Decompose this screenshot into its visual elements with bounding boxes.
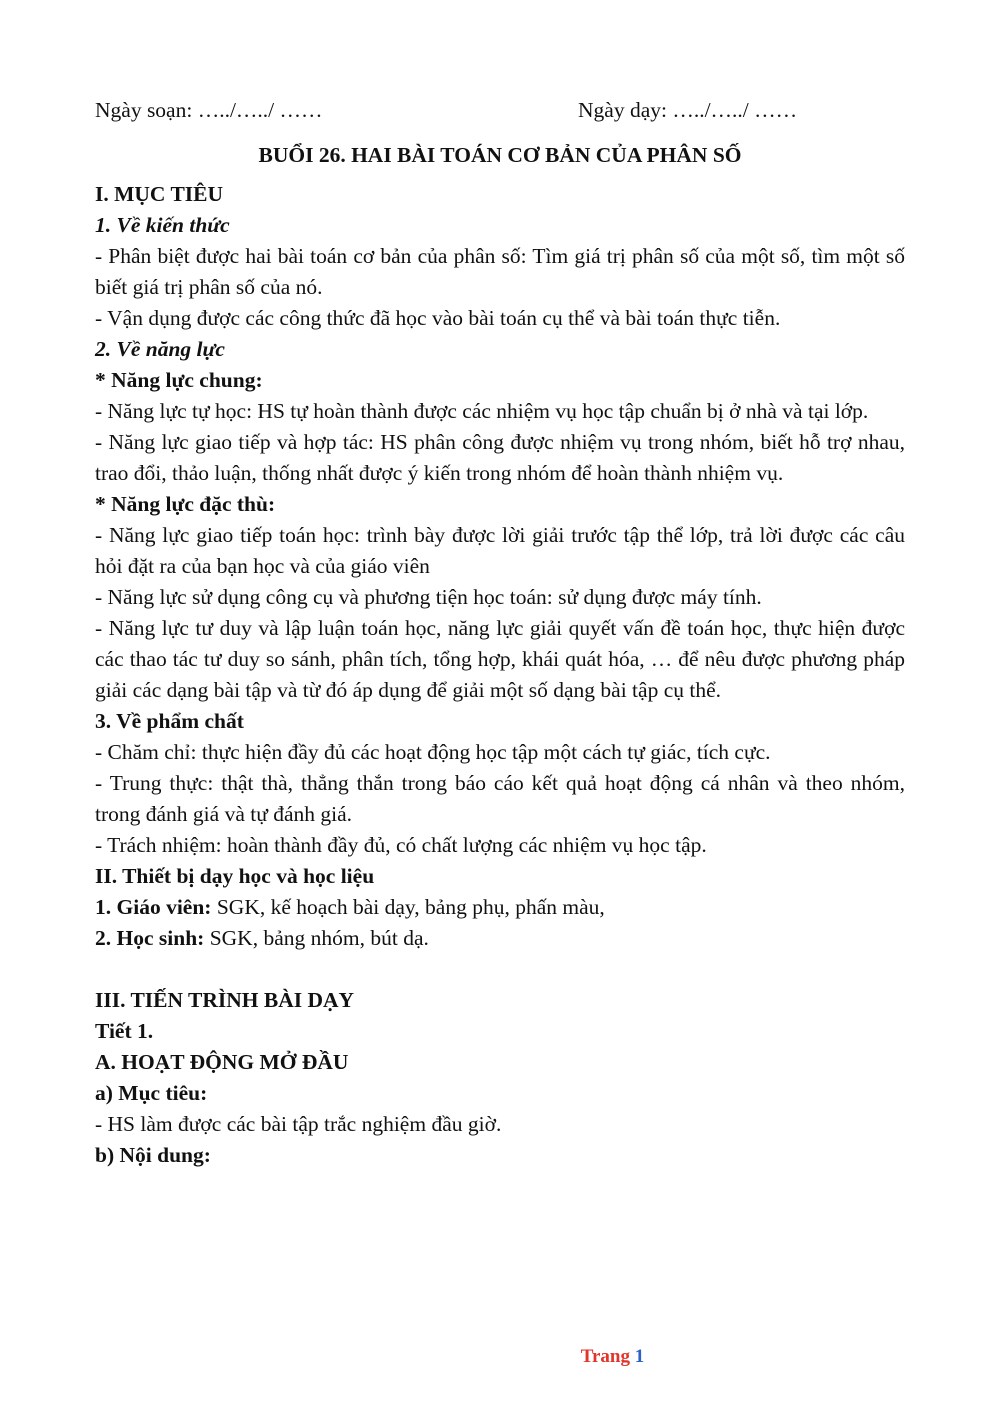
paragraph: - Vận dụng được các công thức đã học vào bài toán cụ thể và bài toán thực tiễn. (95, 306, 781, 330)
paragraph: - Trung thực: thật thà, thẳng thắn trong báo cáo kết quả hoạt động cá nhân và theo nhóm, trong đánh giá và tự đánh giá. (95, 771, 905, 826)
page-label: Trang (580, 1346, 630, 1367)
document-title: BUỔI 26. HAI BÀI TOÁN CƠ BẢN CỦA PHÂN SỐ (258, 143, 742, 167)
teacher-text: SGK, kế hoạch bài dạy, bảng phụ, phấn màu, (211, 895, 605, 919)
student-label: 2. Học sinh: (95, 926, 205, 950)
date-taught: Ngày dạy: …../…../ …… (578, 98, 798, 122)
student-equipment (95, 923, 905, 954)
date-prepared: Ngày soạn: …../…../ …… (95, 98, 323, 122)
teacher-label: 1. Giáo viên: (95, 895, 212, 919)
page-footer (0, 1346, 1000, 1368)
section-heading-objectives: I. MỤC TIÊU (95, 182, 224, 206)
paragraph: - Phân biệt được hai bài toán cơ bản của phân số: Tìm giá trị phân số của một số, tìm một số biết giá trị phân số của nó. (95, 244, 905, 299)
paragraph: - HS làm được các bài tập trắc nghiệm đầu giờ. (95, 1112, 502, 1136)
paragraph: - Năng lực tự học: HS tự hoàn thành được các nhiệm vụ học tập chuẩn bị ở nhà và tại lớp. (95, 399, 869, 423)
paragraph: - Trách nhiệm: hoàn thành đầy đủ, có chất lượng các nhiệm vụ học tập. (95, 833, 707, 857)
document-body (95, 95, 905, 1171)
paragraph: - Năng lực giao tiếp và hợp tác: HS phân công được nhiệm vụ trong nhóm, biết hỗ trợ nhau, trao đổi, thảo luận, thống nhất được ý kiến trong nhóm để hoàn thành nhiệm vụ. (95, 430, 905, 485)
teacher-equipment (95, 892, 905, 923)
section-heading-procedure: III. TIẾN TRÌNH BÀI DẠY (95, 988, 355, 1012)
paragraph: - Năng lực sử dụng công cụ và phương tiện học toán: sử dụng được máy tính. (95, 585, 762, 609)
activity-heading-opening: A. HOẠT ĐỘNG MỞ ĐẦU (95, 1050, 349, 1074)
goal-label: a) Mục tiêu: (95, 1081, 208, 1105)
student-text: SGK, bảng nhóm, bút dạ. (204, 926, 429, 950)
subheading-qualities: 3. Về phẩm chất (95, 709, 244, 733)
spacer (95, 954, 905, 985)
section-heading-equipment: II. Thiết bị dạy học và học liệu (95, 864, 375, 888)
page-number: 1 (634, 1346, 645, 1367)
date-header (95, 95, 905, 126)
content-label: b) Nội dung: (95, 1143, 211, 1167)
paragraph: - Năng lực tư duy và lập luận toán học, năng lực giải quyết vấn đề toán học, thực hiện được các thao tác tư duy so sánh, phân tích, tổng hợp, khái quát hóa, … để nêu được phương pháp giải các dạng bài tập và từ đó áp dụng để giải một số dạng bài tập cụ thể. (95, 616, 905, 702)
paragraph: - Chăm chỉ: thực hiện đầy đủ các hoạt động học tập một cách tự giác, tích cực. (95, 740, 771, 764)
paragraph: - Năng lực giao tiếp toán học: trình bày được lời giải trước tập thể lớp, trả lời được các câu hỏi đặt ra của bạn học và của giáo viên (95, 523, 905, 578)
label-general-competence: * Năng lực chung: (95, 368, 263, 392)
period-label: Tiết 1. (95, 1019, 154, 1043)
subheading-competence: 2. Về năng lực (95, 337, 225, 361)
label-specific-competence: * Năng lực đặc thù: (95, 492, 276, 516)
subheading-knowledge: 1. Về kiến thức (95, 213, 230, 237)
